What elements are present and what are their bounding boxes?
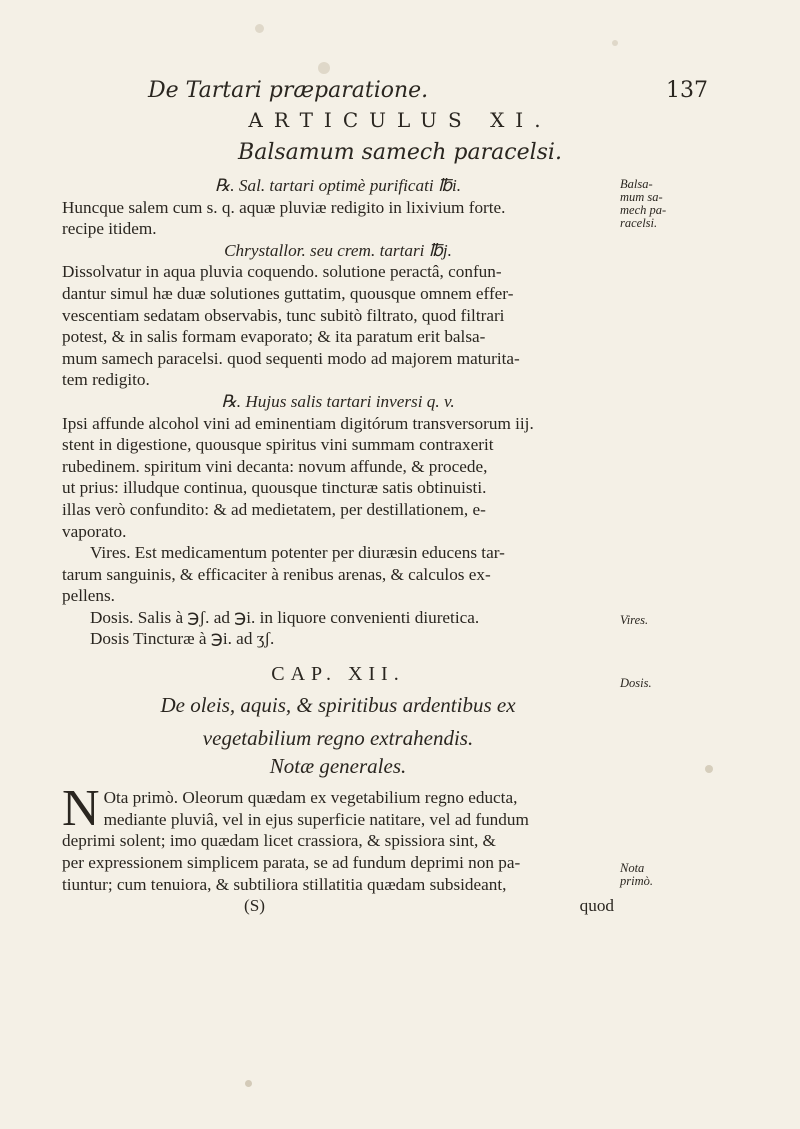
vires-line: Vires. Est medicamentum potenter per diuræsin educens tar- <box>90 543 505 563</box>
stain <box>318 62 330 74</box>
margin-line: mech pa- <box>620 203 667 217</box>
margin-line: racelsi. <box>620 216 658 230</box>
nota-paragraph <box>62 780 614 895</box>
text-line: vaporato. <box>62 521 127 541</box>
stain <box>245 1080 252 1087</box>
article-heading: ARTICULUS XI. <box>248 108 552 132</box>
drop-cap: N <box>62 780 100 838</box>
article-title: Balsamum samech paracelsi. <box>238 140 562 165</box>
running-title: De Tartari præparatione. <box>148 78 429 103</box>
margin-note-nota <box>620 862 690 888</box>
text-line: illas verò confundito: & ad medietatem, per destillationem, e- <box>62 499 486 519</box>
margin-line: Balsa- <box>620 177 653 191</box>
chapter-title-line: vegetabilium regno extrahendis. <box>202 725 474 750</box>
margin-note-vires: Vires. <box>620 613 649 627</box>
text-line: Dissolvatur in aqua pluvia coquendo. solutione peractâ, confun- <box>62 262 502 282</box>
recipe-line: ℞. Hujus salis tartari inversi q. v. <box>221 391 455 411</box>
text-line: tiuntur; cum tenuiora, & subtiliora stillatitia quædam subsideant, <box>62 874 507 894</box>
text-line: ut prius: illudque continua, quousque tincturæ satis obtinuisti. <box>62 478 487 498</box>
text-line: recipe itidem. <box>62 219 157 239</box>
margin-line: mum sa- <box>620 190 663 204</box>
text-line: mediante pluviâ, vel in ejus superficie natitare, vel ad fundum <box>103 809 529 829</box>
text-line: Ipsi affunde alcohol vini ad eminentiam digitórum transversorum iij. <box>62 413 534 433</box>
text-line: tem redigito. <box>62 370 150 390</box>
stain <box>612 40 618 46</box>
text-line: vescentiam sedatam observabis, tunc subitò filtrato, quod filtrari <box>62 305 505 325</box>
page-footer <box>62 895 614 919</box>
margin-line: Nota <box>620 861 645 875</box>
catchword: quod <box>579 896 614 916</box>
text-line: tarum sanguinis, & efficaciter à renibus arenas, & calculos ex- <box>62 564 491 584</box>
page-number: 137 <box>666 78 708 103</box>
chapter-heading: CAP. XII. <box>271 663 405 686</box>
text-line: pellens. <box>62 586 115 606</box>
stain <box>705 765 713 773</box>
recipe-line: Chrystallor. seu crem. tartari ℔j. <box>224 240 452 260</box>
text-line: potest, & in salis formam evaporato; & ita paratum erit balsa- <box>62 327 486 347</box>
running-header <box>148 78 708 108</box>
text-line: Huncque salem cum s. q. aquæ pluviæ redigito in lixivium forte. <box>62 197 506 217</box>
main-text <box>62 175 614 919</box>
margin-note-dosis: Dosis. <box>620 676 652 690</box>
margin-line: primò. <box>620 874 653 888</box>
signature-mark: (S) <box>244 896 266 916</box>
text-line: dantur simul hæ duæ solutiones guttatim, quousque omnem effer- <box>62 283 514 303</box>
recipe-line: ℞. Sal. tartari optimè purificati ℔i. <box>214 176 462 195</box>
text-line: per expressionem simplicem parata, se ad fundum deprimi non pa- <box>62 853 521 873</box>
text-line: deprimi solent; imo quædam licet crassiora, & spissiora sint, & <box>62 831 496 851</box>
text-line: stent in digestione, quousque spiritus vini summam contraxerit <box>62 435 494 455</box>
text-line: rubedinem. spiritum vini decanta: novum affunde, & procede, <box>62 456 488 476</box>
text-line: mum samech paracelsi. quod sequenti modo ad majorem maturita- <box>62 348 520 368</box>
section-subtitle: Notæ generales. <box>269 753 407 778</box>
text-line: Ota primò. Oleorum quædam ex vegetabilium regno educta, <box>103 788 518 808</box>
stain <box>255 24 264 33</box>
chapter-title-line: De oleis, aquis, & spiritibus ardentibus ex <box>160 692 516 717</box>
dosis-line: Dosis Tincturæ à ℈i. ad ʒʃ. <box>90 629 275 649</box>
margin-note-balsamum <box>620 178 690 230</box>
dosis-line: Dosis. Salis à ℈ʃ. ad ℈i. in liquore convenienti diuretica. <box>90 607 480 627</box>
